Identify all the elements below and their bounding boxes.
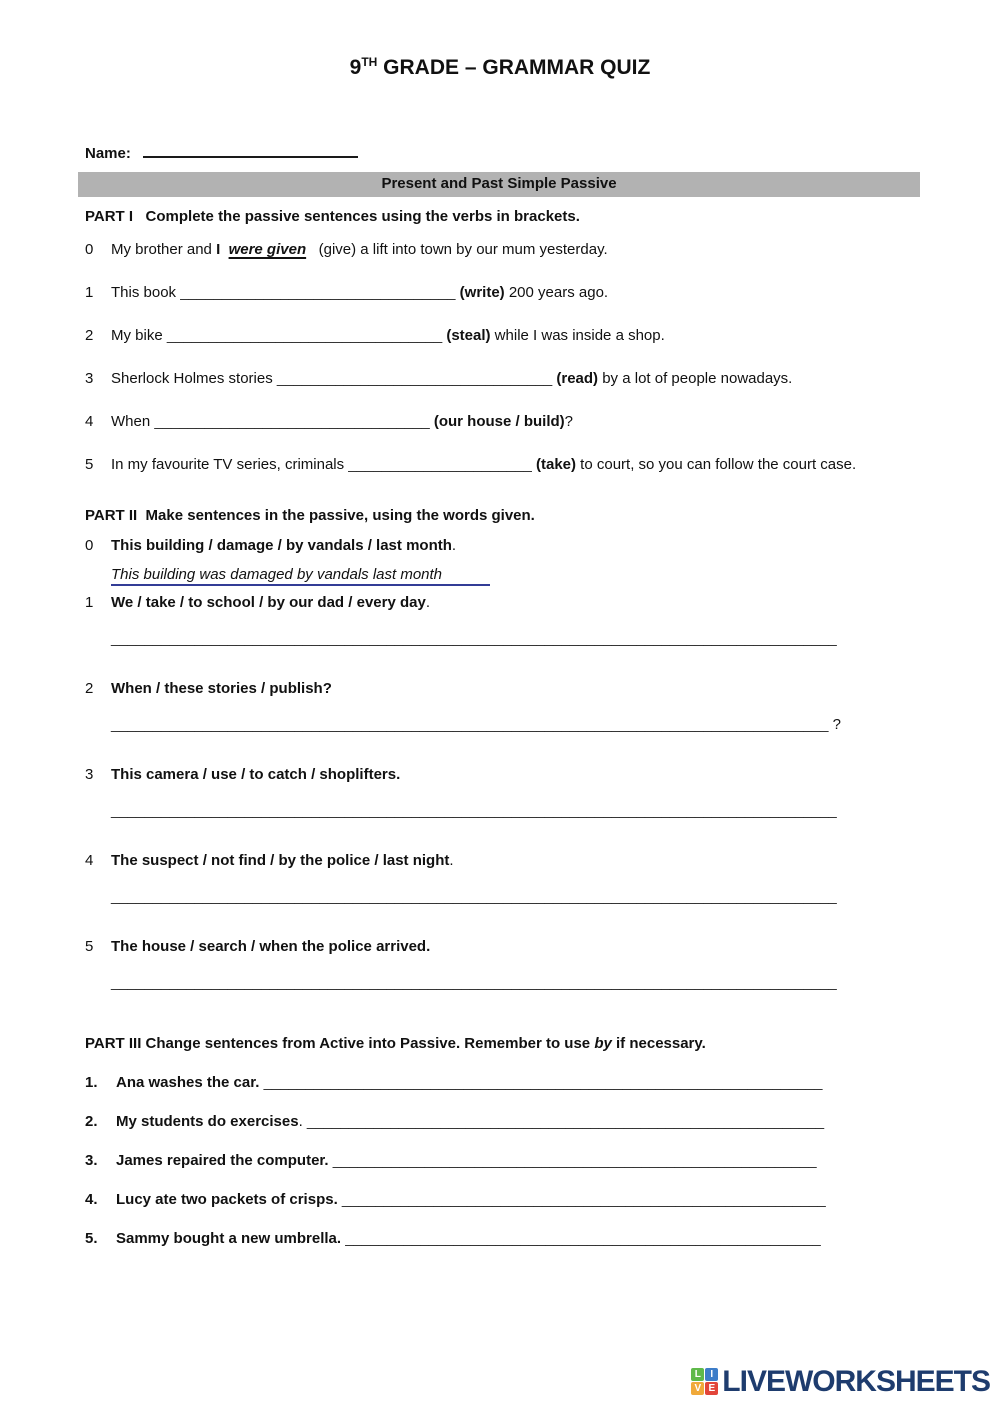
title-number: 9: [349, 56, 362, 79]
line-text: [111, 629, 920, 649]
name-label: Name:: [85, 145, 131, 162]
text-segment: The house / search / when the police arrived.: [111, 938, 431, 955]
line-text: [111, 973, 920, 993]
line-text: [111, 851, 920, 871]
part-3-heading: [85, 1034, 920, 1054]
text-segment: by: [594, 1035, 612, 1052]
text-segment: My bike: [111, 327, 167, 344]
line-text: [116, 1151, 920, 1171]
line-text: [111, 679, 920, 699]
part-1: [85, 207, 920, 475]
page-title: [0, 0, 1000, 80]
part-1-lines: [85, 240, 920, 475]
example-answer-text: This building was damaged by vandals last month: [111, 566, 490, 586]
text-segment: Lucy ate two packets of crisps.: [116, 1191, 338, 1208]
item-number: [85, 715, 111, 735]
question-row: [85, 679, 920, 699]
item-number: 2.: [85, 1113, 98, 1130]
text-segment: This book: [111, 284, 181, 301]
item-number: 4.: [85, 1191, 98, 1208]
text-segment: ?: [564, 413, 573, 430]
question-row: [85, 326, 920, 346]
text-segment: We / take / to school / by our dad / every day: [111, 594, 426, 611]
question-row: [85, 1190, 920, 1210]
answer-blank[interactable]: __________________________________________________________: [341, 1191, 826, 1208]
line-text: [111, 455, 920, 475]
item-number: [85, 565, 111, 585]
text-segment: (write): [459, 284, 505, 301]
text-segment: Sammy bought a new umbrella.: [116, 1230, 342, 1247]
text-segment: (steal): [446, 327, 491, 344]
item-number: 3: [85, 370, 94, 387]
question-row: [85, 593, 920, 613]
line-text: [116, 1112, 920, 1132]
text-segment: while I was inside a shop.: [490, 327, 665, 344]
item-number: 0: [85, 537, 94, 554]
text-segment: My students do exercises: [116, 1113, 299, 1130]
line-text: [111, 536, 920, 556]
line-text: [111, 765, 920, 785]
text-segment: (take): [536, 456, 577, 473]
text-segment: (give) a lift into town by our mum yesterday.: [306, 241, 608, 258]
answer-blank[interactable]: _________________________________: [166, 327, 443, 344]
item-number: 4: [85, 852, 94, 869]
text-segment: Ana washes the car.: [116, 1074, 260, 1091]
answer-blank[interactable]: _______________________________________________________________________________________: [111, 630, 837, 647]
item-number: 1: [85, 284, 94, 301]
item-number: [85, 887, 111, 907]
item-number: 2: [85, 680, 94, 697]
text-segment: This building / damage / by vandals / last month: [111, 537, 452, 554]
item-number: 2: [85, 327, 94, 344]
text-segment: When / these stories / publish?: [111, 680, 332, 697]
filled-answer-text: were given: [228, 241, 307, 258]
question-row: [85, 851, 920, 871]
line-text: [111, 326, 920, 346]
question-row: [85, 937, 920, 957]
answer-blank[interactable]: _______________________________________________________________________________________: [111, 802, 837, 819]
text-segment: Sherlock Holmes stories: [111, 370, 277, 387]
line-text: [111, 283, 920, 303]
worksheet-body: [85, 207, 920, 1249]
text-segment: PART III Change sentences from Active into Passive. Remember to use: [85, 1035, 595, 1052]
answer-blank[interactable]: ______________________________________________________________: [306, 1113, 825, 1130]
line-text: [111, 801, 920, 821]
answer-blank[interactable]: _________________________________________________________: [345, 1230, 821, 1247]
part-2-heading: [85, 506, 920, 526]
text-segment: (our house / build): [433, 413, 565, 430]
question-row: [85, 455, 920, 475]
item-number: 3: [85, 766, 94, 783]
part-3-lines: [85, 1073, 920, 1249]
text-segment: ?: [828, 716, 841, 733]
answer-blank[interactable]: __________________________________________________________: [332, 1152, 817, 1169]
line-text: [111, 937, 920, 957]
name-row: [85, 142, 920, 164]
text-segment: James repaired the computer.: [116, 1152, 329, 1169]
question-row: [85, 1229, 920, 1249]
answer-blank-row: [85, 715, 920, 735]
question-row: [85, 1073, 920, 1093]
text-segment: PART I Complete the passive sentences using the verbs in brackets.: [85, 208, 580, 225]
answer-blank-row: [85, 629, 920, 649]
answer-blank[interactable]: _______________________________________________________________________________________: [111, 888, 837, 905]
answer-blank[interactable]: ______________________: [348, 456, 532, 473]
title-ordinal-suffix: TH: [361, 55, 378, 69]
line-text: [111, 240, 920, 260]
text-segment: My brother and: [111, 241, 217, 258]
line-text: [111, 412, 920, 432]
part-1-heading: [85, 207, 920, 227]
item-number: [85, 629, 111, 649]
text-segment: if necessary.: [611, 1035, 706, 1052]
line-text: [111, 565, 920, 585]
answer-blank-row: [85, 887, 920, 907]
line-text: [111, 369, 920, 389]
answer-blank-row: [85, 801, 920, 821]
item-number: 5.: [85, 1230, 98, 1247]
logo-letter-e: E: [705, 1382, 718, 1395]
answer-blank[interactable]: ___________________________________________________________________: [263, 1074, 823, 1091]
text-segment: .: [425, 594, 430, 611]
question-row: [85, 283, 920, 303]
text-segment: .: [298, 1113, 307, 1130]
text-segment: .: [449, 852, 454, 869]
text-segment: In my favourite TV series, criminals: [111, 456, 349, 473]
example-answer-row: [85, 565, 920, 585]
answer-blank[interactable]: _________________________________: [276, 370, 553, 387]
section-banner: Present and Past Simple Passive: [78, 172, 920, 197]
line-text: [111, 715, 920, 735]
text-segment: PART II Make sentences in the passive, using the words given.: [85, 507, 535, 524]
text-segment: When: [111, 413, 155, 430]
liveworksheets-logo: [691, 1364, 990, 1398]
answer-blank-row: [85, 973, 920, 993]
question-row: [85, 412, 920, 432]
item-number: [85, 973, 111, 993]
title-text: GRADE – GRAMMAR QUIZ: [377, 56, 651, 79]
line-text: [116, 1190, 920, 1210]
text-segment: (read): [556, 370, 599, 387]
answer-blank[interactable]: _______________________________________________________________________________________: [111, 974, 837, 991]
item-number: 0: [85, 241, 94, 258]
logo-letter-i: I: [705, 1368, 718, 1381]
name-input-line[interactable]: [143, 142, 358, 158]
question-row: [85, 1151, 920, 1171]
question-row: [85, 240, 920, 260]
line-text: [116, 1073, 920, 1093]
text-segment: I: [216, 241, 221, 258]
line-text: [116, 1229, 920, 1249]
item-number: [85, 801, 111, 821]
item-number: 5: [85, 456, 94, 473]
item-number: 4: [85, 413, 94, 430]
line-text: [111, 593, 920, 613]
answer-blank[interactable]: _________________________________: [154, 413, 430, 430]
logo-letter-l: L: [691, 1368, 704, 1381]
item-number: 1: [85, 594, 94, 611]
part-2-lines: [85, 536, 920, 993]
text-segment: This camera / use / to catch / shoplifters.: [111, 766, 401, 783]
item-number: 5: [85, 938, 94, 955]
liveworksheets-logo-text: LIVEWORKSHEETS: [722, 1364, 990, 1398]
question-row: [85, 765, 920, 785]
logo-letter-v: V: [691, 1382, 704, 1395]
liveworksheets-logo-icon: [691, 1368, 718, 1395]
question-row: [85, 1112, 920, 1132]
question-row: [85, 536, 920, 556]
text-segment: to court, so you can follow the court case.: [576, 456, 857, 473]
question-row: [85, 369, 920, 389]
line-text: [111, 887, 920, 907]
part-2: [85, 506, 920, 993]
text-segment: The suspect / not find / by the police / last night: [111, 852, 450, 869]
text-segment: [220, 241, 228, 258]
worksheet-content: [85, 142, 920, 1249]
text-segment: 200 years ago.: [504, 284, 609, 301]
answer-blank[interactable]: _________________________________: [180, 284, 456, 301]
text-segment: .: [451, 537, 457, 554]
text-segment: by a lot of people nowadays.: [598, 370, 793, 387]
item-number: 3.: [85, 1152, 98, 1169]
answer-blank[interactable]: ______________________________________________________________________________________: [111, 716, 829, 733]
item-number: 1.: [85, 1074, 98, 1091]
part-3: [85, 1034, 920, 1249]
